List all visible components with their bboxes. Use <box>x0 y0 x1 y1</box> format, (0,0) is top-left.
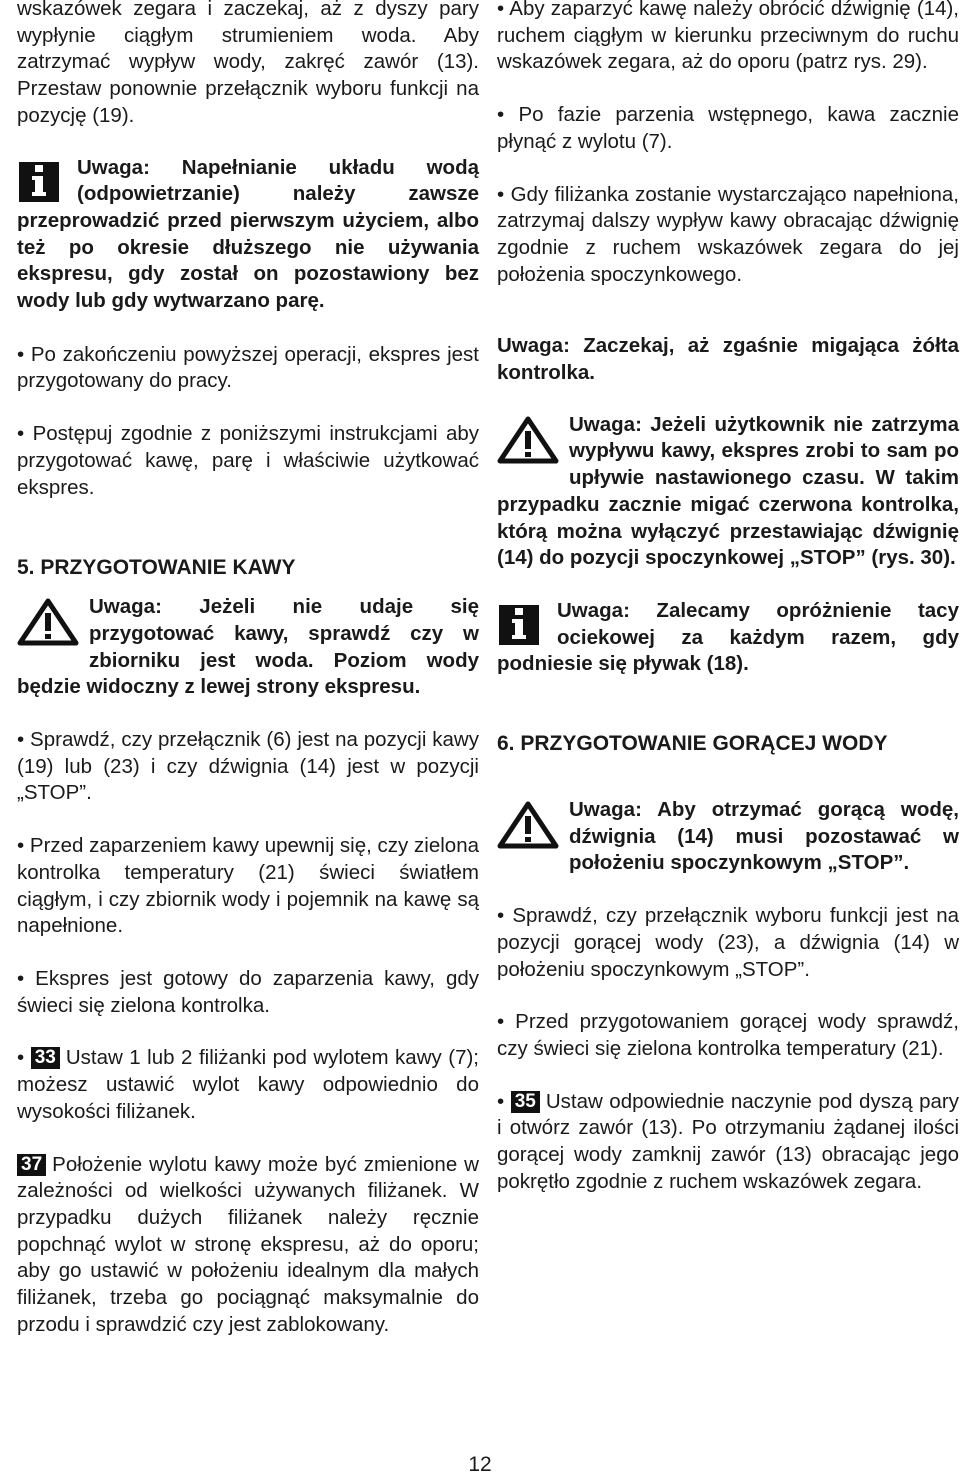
list-item-text: Aby zaparzyć kawę należy obrócić dźwignię (14), ruchem ciągłym w kierunku przeciwnym do ruchu wskazówek zegara, aż do oporu (patrz rys. 29). <box>497 0 959 74</box>
list-item-text: Ekspres jest gotowy do zaparzenia kawy, gdy świeci się zielona kontrolka. <box>17 966 480 1017</box>
list-item-text: Po zakończeniu powyższej operacji, ekspres jest przygotowany do pracy. <box>17 342 479 393</box>
list-item <box>17 727 479 807</box>
bullet-dot: • <box>497 182 511 206</box>
bullet-dot: • <box>17 1046 31 1070</box>
list-item-text: Po fazie parzenia wstępnego, kawa zacznie płynąć z wylotu (7). <box>497 103 959 153</box>
section-heading-6: 6. PRZYGOTOWANIE GORĄCEJ WODY <box>497 732 888 756</box>
figure-badge-33: 33 <box>31 1047 60 1069</box>
bullet-dot: • <box>17 966 36 990</box>
list-item-text: Ustaw odpowiednie naczynie pod dyszą pary i otwórz zawór (13). Po otrzymaniu żądanej ilości gorącej wody zamknij zawór (13) obracając jego pokrętło zgodnie z ruchem wskazówek zegara. <box>497 1089 959 1193</box>
list-item-text: Sprawdź, czy przełącznik (6) jest na pozycji kawy (19) lub (23) i czy dźwignia (14) jest w pozycji „STOP”. <box>17 728 479 805</box>
info-note-text: Uwaga: Zalecamy opróżnienie tacy ociekowej za każdym razem, gdy podniesie się pływak (18). <box>497 598 959 676</box>
list-item-text: Ustaw 1 lub 2 filiżanki pod wylotem kawy (7); możesz ustawić wylot kawy odpowiednio do wysokości filiżanek. <box>17 1046 479 1123</box>
list-item <box>497 182 959 289</box>
section-heading-5: 5. PRZYGOTOWANIE KAWY <box>17 556 296 580</box>
list-item <box>17 833 479 940</box>
bullet-dot: • <box>497 103 519 127</box>
list-item <box>497 1089 959 1196</box>
info-note-filling <box>17 155 479 315</box>
warning-icon <box>497 416 559 464</box>
bullet-dot: • <box>497 1010 516 1034</box>
info-icon <box>19 162 59 202</box>
warning-icon <box>17 598 79 646</box>
list-item-text: Postępuj zgodnie z poniższymi instrukcjami aby przygotować kawę, parę i właściwie użytkować ekspres. <box>17 422 480 499</box>
bullet-dot: • <box>497 0 510 20</box>
list-item-text: Przed zaparzeniem kawy upewnij się, czy zielona kontrolka temperatury (21) świeci światłem ciągłym, i czy zbiornik wody i pojemnik na kawę są napełnione. <box>17 834 479 938</box>
intro-paragraph: wskazówek zegara i zaczekaj, aż z dyszy pary wypłynie ciągłym strumieniem woda. Aby zatrzymać wypływ wody, zakręć zawór (13). Przestaw ponownie przełącznik wyboru funkcji na pozycję (19). <box>17 0 479 127</box>
warning-note-auto-stop <box>497 412 959 572</box>
paragraph-text: Położenie wylotu kawy może być zmienione w zależności od wielkości używanych filiżanek. W przypadku dużych filiżanek należy ręcznie popchnąć wylot w stronę ekspresu, aż do oporu; aby go ustawić w położeniu idealnym dla małych filiżanek, trzeba go pociągnąć maksymalnie do przodu i sprawdzić czy jest zablokowany. <box>17 1152 479 1336</box>
list-item <box>17 342 479 395</box>
warning-icon <box>497 801 559 849</box>
info-icon <box>499 605 539 645</box>
warning-note-text: Uwaga: Aby otrzymać gorącą wodę, dźwignia (14) musi pozostawać w położeniu spoczynkowym „STOP”. <box>569 798 959 875</box>
bullet-dot: • <box>17 422 33 446</box>
warning-note-text: Uwaga: Jeżeli nie udaje się przygotować kawy, sprawdź czy w zbiorniku jest woda. Poziom wody będzie widoczny z lewej strony ekspresu. <box>17 595 479 699</box>
list-item <box>497 903 959 983</box>
figure-badge-37: 37 <box>17 1154 46 1176</box>
list-item-text: Gdy filiżanka zostanie wystarczająco napełniona, zatrzymaj dalszy wypływ kawy obracając dźwignię zgodnie z ruchem wskazówek zegara do jej położenia spoczynkowego. <box>497 182 960 286</box>
bullet-dot: • <box>17 728 31 752</box>
right-column <box>497 0 959 1196</box>
list-item <box>497 1009 959 1062</box>
page-number: 12 <box>468 1453 492 1476</box>
bullet-dot: • <box>17 834 30 858</box>
warning-note-hot-water <box>497 797 959 877</box>
list-item-text: Sprawdź, czy przełącznik wyboru funkcji jest na pozycji gorącej wody (23), a dźwignia (14) w położeniu spoczynkowym „STOP”. <box>497 904 960 981</box>
bullet-dot: • <box>497 904 513 928</box>
info-note-text: Uwaga: Napełnianie układu wodą (odpowietrzanie) należy zawsze przeprowadzić przed pierwszym użyciem, albo też po okresie dłuższego nie używania ekspresu, gdy został on pozostawiony bez wody lub gdy wytwarzano parę. <box>17 155 479 313</box>
blink-note: Uwaga: Zaczekaj, aż zgaśnie migająca żółta kontrolka. <box>497 334 959 385</box>
left-column <box>17 0 479 1338</box>
list-item <box>17 421 479 501</box>
figure-badge-35: 35 <box>511 1091 540 1113</box>
list-item <box>17 966 479 1019</box>
list-item <box>497 0 959 76</box>
bullet-dot: • <box>17 342 31 366</box>
list-item <box>17 1045 479 1125</box>
bullet-dot: • <box>497 1089 511 1113</box>
warning-note-text: Uwaga: Jeżeli użytkownik nie zatrzyma wypływu kawy, ekspres zrobi to sam po upływie nastawionego czasu. W takim przypadku zacznie migać czerwona kontrolka, którą można wyłączyć przestawiając dźwignię (14) do pozycji spoczynkowej „STOP” (rys. 30). <box>497 412 959 570</box>
list-item <box>497 102 959 155</box>
info-note-drip-tray <box>497 598 959 678</box>
figure-37-paragraph <box>17 1152 479 1339</box>
list-item-text: Przed przygotowaniem gorącej wody sprawdź, czy świeci się zielona kontrolka temperatury (21). <box>497 1010 959 1060</box>
warning-note-coffee <box>17 594 479 701</box>
